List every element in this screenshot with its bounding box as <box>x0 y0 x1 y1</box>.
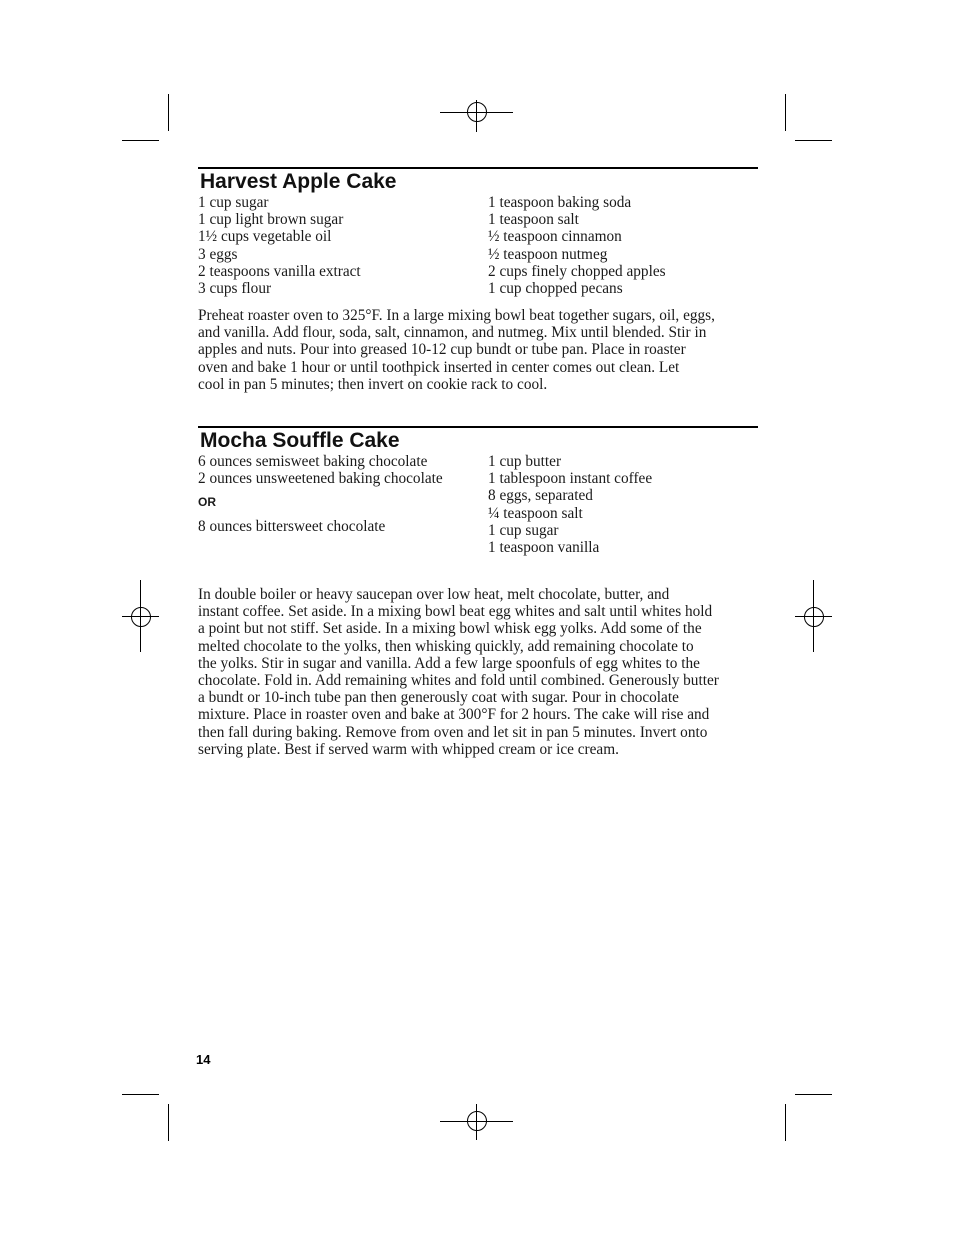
ingredient: 1 teaspoon vanilla <box>488 539 600 557</box>
method-line: oven and bake 1 hour or until toothpick inserted in center comes out clean. Let <box>198 358 680 376</box>
ingredient: 8 eggs, separated <box>488 487 593 505</box>
ingredient: 1 cup sugar <box>488 521 559 539</box>
ingredient: ¼ teaspoon salt <box>488 504 583 522</box>
ingredient: 3 cups flour <box>198 280 272 298</box>
method-line: a bundt or 10-inch tube pan then generously coat with sugar. Pour in chocolate <box>198 689 679 707</box>
method-line: mixture. Place in roaster oven and bake at 300°F for 2 hours. The cake will rise and <box>198 706 710 724</box>
ingredient-list-left <box>198 194 488 297</box>
recipe-mocha-souffle-cake <box>198 426 758 758</box>
registration-circle <box>467 1111 487 1131</box>
section-rule <box>198 167 758 169</box>
recipe-method <box>198 307 758 393</box>
ingredient: 1 teaspoon baking soda <box>488 194 632 211</box>
ingredient-list-right <box>488 194 768 297</box>
method-line: In double boiler or heavy saucepan over low heat, melt chocolate, butter, and <box>198 586 670 603</box>
method-line: serving plate. Best if served warm with whipped cream or ice cream. <box>198 740 619 758</box>
registration-circle <box>131 607 151 627</box>
recipe-harvest-apple-cake <box>198 167 758 393</box>
ingredient: 2 teaspoons vanilla extract <box>198 262 361 280</box>
ingredient-list-right <box>488 453 768 556</box>
crop-mark <box>795 1094 832 1095</box>
method-line: the yolks. Stir in sugar and vanilla. Add a few large spoonfuls of egg whites to the <box>198 654 700 672</box>
ingredient: 6 ounces semisweet baking chocolate <box>198 453 428 470</box>
ingredient-list-left <box>198 453 488 536</box>
method-line: melted chocolate to the yolks, then whisking quickly, add remaining chocolate to <box>198 637 694 655</box>
ingredient: 1 cup butter <box>488 453 562 470</box>
ingredient: 8 ounces bittersweet chocolate <box>198 518 386 536</box>
ingredient: 1 tablespoon instant coffee <box>488 470 653 488</box>
method-line: then fall during baking. Remove from oven and let sit in pan 5 minutes. Invert onto <box>198 723 708 741</box>
ingredient: 2 cups finely chopped apples <box>488 262 666 280</box>
method-line: chocolate. Fold in. Add remaining whites and fold until combined. Generously butter <box>198 672 719 690</box>
ingredient: 2 ounces unsweetened baking chocolate <box>198 470 443 488</box>
ingredient: 1 cup chopped pecans <box>488 280 623 298</box>
section-rule <box>198 426 758 428</box>
ingredient: ½ teaspoon cinnamon <box>488 228 622 246</box>
method-line: a point but not stiff. Set aside. In a mixing bowl whisk egg yolks. Add some of the <box>198 620 702 638</box>
page-number: 14 <box>196 1052 211 1067</box>
ingredient: 1 teaspoon salt <box>488 211 579 229</box>
crop-mark <box>168 94 169 131</box>
registration-circle <box>804 607 824 627</box>
crop-mark <box>168 1104 169 1141</box>
ingredient-columns <box>198 453 758 563</box>
crop-mark <box>795 140 832 141</box>
crop-mark <box>122 1094 159 1095</box>
crop-mark <box>785 94 786 131</box>
method-line: instant coffee. Set aside. In a mixing bowl beat egg whites and salt until whites hold <box>198 603 713 621</box>
or-label: OR <box>198 495 216 510</box>
ingredient-columns <box>198 194 758 300</box>
registration-circle <box>467 102 487 122</box>
recipe-method <box>198 586 758 758</box>
ingredient: 1 cup light brown sugar <box>198 211 344 229</box>
crop-mark <box>122 140 159 141</box>
recipe-title: Mocha Souffle Cake <box>200 429 400 452</box>
method-line: Preheat roaster oven to 325°F. In a large mixing bowl beat together sugars, oil, eggs, <box>198 307 715 324</box>
ingredient: 1½ cups vegetable oil <box>198 228 332 246</box>
ingredient: 1 cup sugar <box>198 194 269 211</box>
method-line: and vanilla. Add flour, soda, salt, cinnamon, and nutmeg. Mix until blended. Stir in <box>198 324 707 342</box>
ingredient: 3 eggs <box>198 245 238 263</box>
method-line: apples and nuts. Pour into greased 10-12 cup bundt or tube pan. Place in roaster <box>198 341 686 359</box>
ingredient: ½ teaspoon nutmeg <box>488 245 608 263</box>
recipe-title: Harvest Apple Cake <box>200 170 397 193</box>
crop-mark <box>785 1104 786 1141</box>
method-line: cool in pan 5 minutes; then invert on cookie rack to cool. <box>198 375 548 393</box>
